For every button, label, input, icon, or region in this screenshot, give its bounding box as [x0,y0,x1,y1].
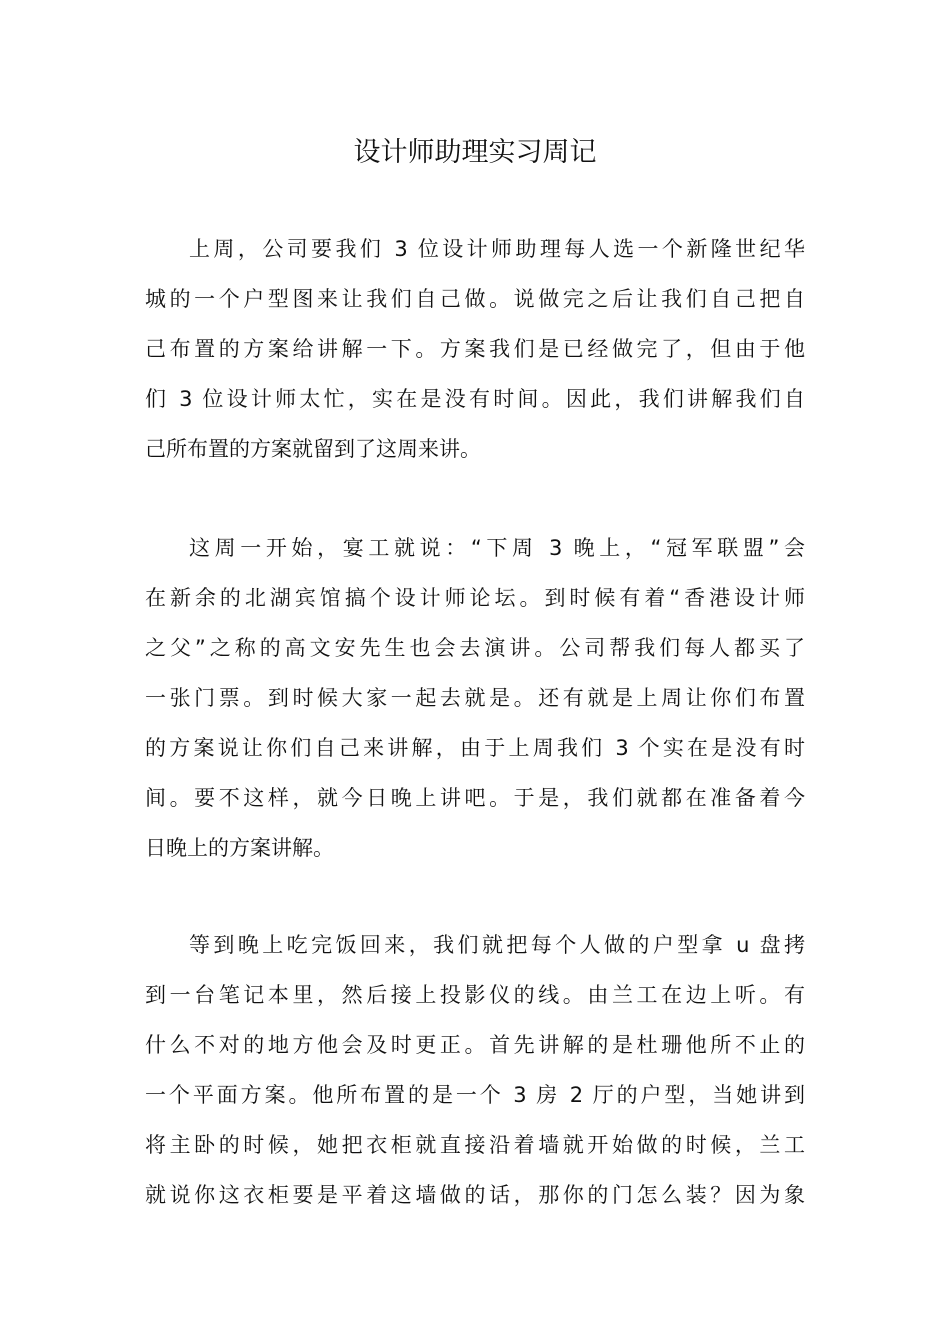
text-line: 己布置的方案给讲解一下。方案我们是已经做完了，但由于他 [145,337,805,361]
paragraph-2 [145,523,805,873]
text-line: 等到晚上吃完饭回来，我们就把每个人做的户型拿 u 盘拷 [189,933,805,957]
text-line: 间。要不这样，就今日晚上讲吧。于是，我们就都在准备着今 [145,786,805,810]
text-line: 这周一开始，宴工就说：“下周 3 晚上，“冠军联盟”会 [189,536,805,560]
text-line: 日晚上的方案讲解。 [145,836,334,860]
text-line: 己所布置的方案就留到了这周来讲。 [145,437,481,461]
text-line: 城的一个户型图来让我们自己做。说做完之后让我们自己把自 [145,287,805,311]
paragraph-1 [145,224,805,474]
text-line: 将主卧的时候，她把衣柜就直接沿着墙就开始做的时候，兰工 [145,1133,805,1157]
document-title: 设计师助理实习周记 [353,137,597,168]
text-line: 在新余的北湖宾馆搞个设计师论坛。到时候有着“香港设计师 [145,586,805,610]
text-line: 们 3 位设计师太忙，实在是没有时间。因此，我们讲解我们自 [145,387,805,411]
text-line: 就说你这衣柜要是平着这墙做的话，那你的门怎么装？因为象 [145,1183,805,1207]
text-line: 一个平面方案。他所布置的是一个 3 房 2 厅的户型，当她讲到 [145,1083,805,1107]
text-line: 什么不对的地方他会及时更正。首先讲解的是杜珊他所不止的 [145,1033,805,1057]
text-line: 上周，公司要我们 3 位设计师助理每人选一个新隆世纪华 [189,237,805,261]
paragraph-3 [145,920,805,1220]
text-line: 一张门票。到时候大家一起去就是。还有就是上周让你们布置 [145,686,805,710]
text-line: 的方案说让你们自己来讲解，由于上周我们 3 个实在是没有时 [145,736,805,760]
text-line: 之父”之称的高文安先生也会去演讲。公司帮我们每人都买了 [145,636,805,660]
text-line: 到一台笔记本里，然后接上投影仪的线。由兰工在边上听。有 [145,983,805,1007]
